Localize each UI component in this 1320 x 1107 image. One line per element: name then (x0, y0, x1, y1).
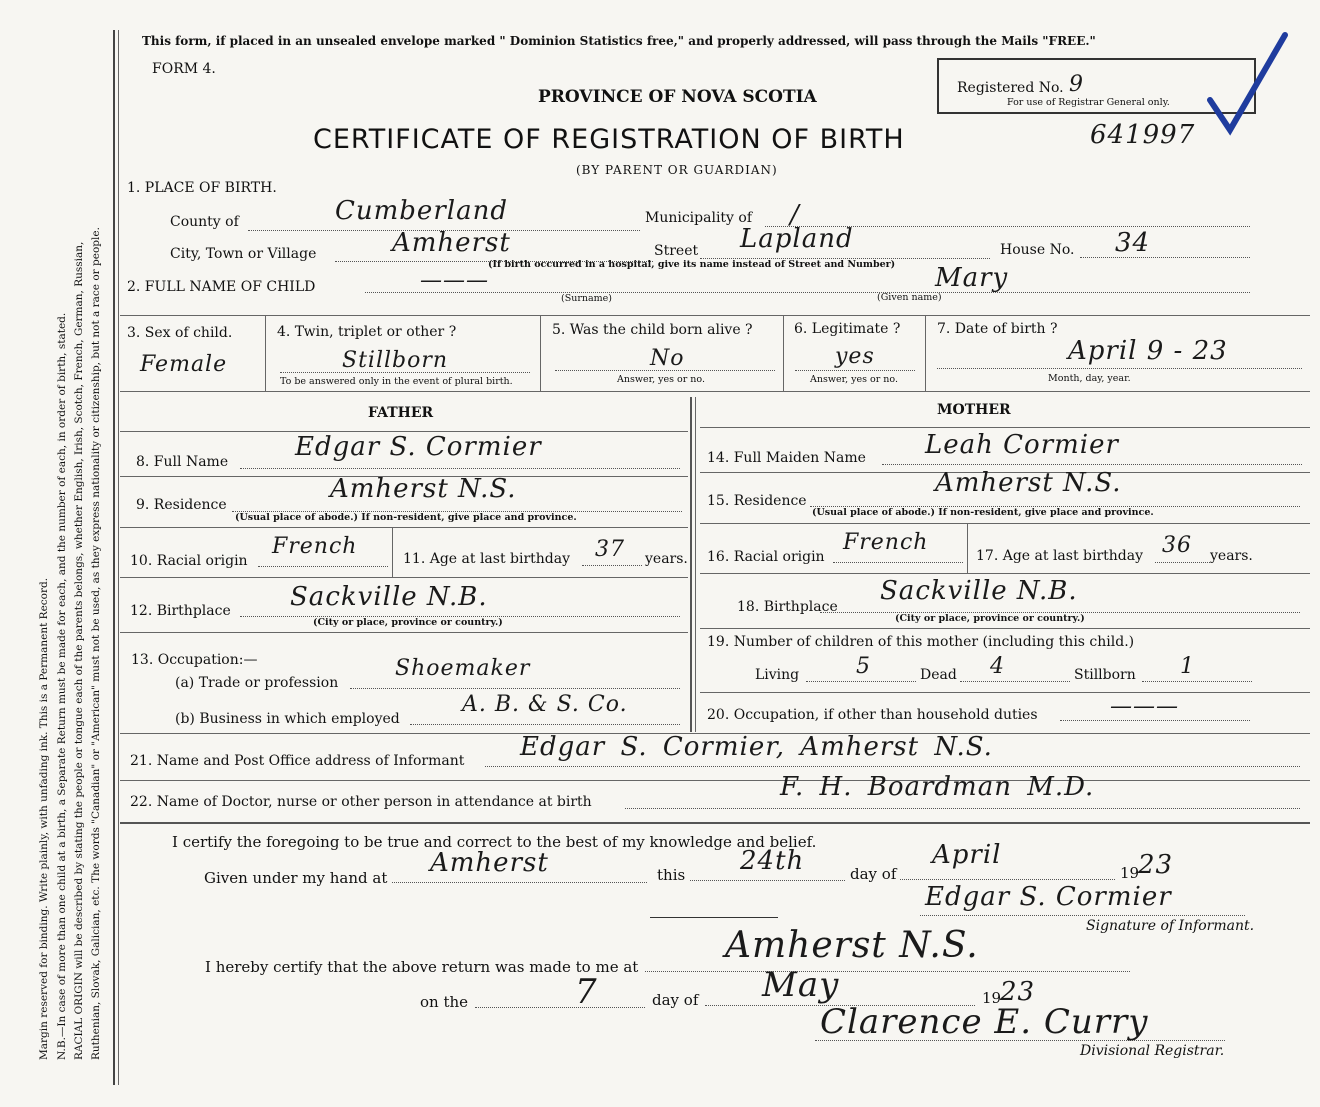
registrar-day-value: 7 (575, 972, 598, 1012)
twin-caption: To be answered only in the event of plural birth. (280, 376, 513, 387)
registrar-month-value: May (762, 965, 840, 1005)
doctor-label: 22. Name of Doctor, nurse or other person in attendance at birth (130, 794, 592, 810)
business-value: A. B. & S. Co. (462, 692, 628, 717)
checkmark-icon (1200, 30, 1290, 140)
living-label: Living (755, 667, 800, 683)
registrar-signature: Clarence E. Curry (820, 1002, 1149, 1042)
trade-value: Shoemaker (395, 656, 531, 681)
stillborn-value: 1 (1180, 654, 1195, 679)
father-name-label: 8. Full Name (136, 454, 229, 470)
mother-occupation-value: ——— (1110, 694, 1179, 719)
form-number: FORM 4. (152, 61, 216, 77)
mother-age-value: 36 (1162, 533, 1192, 558)
informant-label: 21. Name and Post Office address of Informant (130, 753, 465, 769)
father-racial-label: 10. Racial origin (130, 553, 248, 569)
street-value: Lapland (740, 224, 854, 254)
mother-birthplace-label: 18. Birthplace (737, 599, 838, 615)
trade-label: (a) Trade or profession (175, 675, 339, 691)
province-heading: PROVINCE OF NOVA SCOTIA (538, 87, 817, 107)
father-residence-caption: (Usual place of abode.) If non-resident, give place and province. (235, 512, 577, 523)
father-name-value: Edgar S. Cormier (295, 432, 542, 462)
alive-value: No (650, 346, 685, 371)
surname-caption: (Surname) (561, 293, 612, 304)
given-name-caption: (Given name) (877, 292, 942, 303)
dob-label: 7. Date of birth ? (937, 321, 1058, 337)
informant-signature: Edgar S. Cormier (925, 882, 1172, 912)
house-number-value: 34 (1115, 228, 1151, 258)
father-birthplace-caption: (City or place, province or country.) (313, 617, 503, 628)
doctor-value: F. H. Boardman M.D. (780, 772, 1095, 802)
father-age-label: 11. Age at last birthday (403, 551, 571, 567)
margin-note-4: Ruthenian, Slovak, Galician, etc. The words "Canadian" or "American" must not be used, as they express nationality or citizenship, but not a race or people. (90, 227, 102, 1060)
margin-note-3: RACIAL ORIGIN will be described by stating the people or tongue each of the parents belongs, whether English, Irish, Scotch, French, German, Russian, (73, 241, 85, 1060)
on-the-label: on the (420, 993, 469, 1011)
mother-years: years. (1210, 548, 1253, 564)
mother-name-label: 14. Full Maiden Name (707, 450, 866, 466)
mother-birthplace-caption: (City or place, province or country.) (895, 613, 1085, 624)
sex-value: Female (140, 352, 228, 377)
city-value: Amherst (392, 228, 511, 258)
twin-label: 4. Twin, triplet or other ? (277, 324, 457, 340)
business-label: (b) Business in which employed (175, 711, 400, 727)
father-residence-value: Amherst N.S. (330, 474, 517, 504)
this-label: this (657, 866, 686, 884)
legitimate-caption: Answer, yes or no. (810, 374, 899, 385)
children-count-label: 19. Number of children of this mother (including this child.) (707, 634, 1135, 650)
father-racial-value: French (272, 534, 358, 559)
mother-age-label: 17. Age at last birthday (976, 548, 1144, 564)
father-heading: FATHER (368, 405, 434, 421)
house-number-label: House No. (1000, 242, 1075, 258)
twin-value: Stillborn (342, 348, 449, 373)
municipality-label: Municipality of (645, 210, 753, 226)
child-surname: ——— (420, 268, 489, 293)
registrar-use-note: For use of Registrar General only. (1007, 97, 1170, 108)
mother-racial-value: French (843, 530, 929, 555)
dead-value: 4 (990, 654, 1005, 679)
legitimate-value: yes (835, 344, 875, 369)
father-age-value: 37 (595, 537, 625, 562)
certificate-number: 641997 (1090, 120, 1196, 150)
dead-label: Dead (920, 667, 957, 683)
given-label: Given under my hand at (204, 869, 388, 887)
margin-rule-inner (118, 30, 119, 1085)
margin-rule (113, 30, 115, 1085)
registered-label: Registered No. (957, 80, 1064, 96)
child-given-name: Mary (935, 263, 1009, 293)
hospital-note: (If birth occurred in a hospital, give its name instead of Street and Number) (488, 259, 896, 270)
given-day-value: 24th (740, 846, 805, 876)
reg-day-of-label: day of (652, 991, 699, 1009)
child-name-label: 2. FULL NAME OF CHILD (127, 279, 316, 295)
county-label: County of (170, 214, 239, 230)
father-years: years. (645, 551, 688, 567)
dob-caption: Month, day, year. (1048, 373, 1131, 384)
street-label: Street (654, 243, 699, 259)
binding-margin (0, 0, 120, 1107)
municipality-value: / (790, 200, 800, 230)
living-value: 5 (856, 654, 871, 679)
alive-label: 5. Was the child born alive ? (552, 322, 753, 338)
mother-name-value: Leah Cormier (925, 430, 1119, 460)
legitimate-label: 6. Legitimate ? (794, 321, 901, 337)
registrar-signature-caption: Divisional Registrar. (1080, 1043, 1225, 1059)
given-month-value: April (932, 840, 1002, 870)
mother-birthplace-value: Sackville N.B. (880, 576, 1078, 606)
mother-residence-caption: (Usual place of abode.) If non-resident, give place and province. (812, 507, 1154, 518)
informant-value: Edgar S. Cormier, Amherst N.S. (520, 732, 993, 762)
sex-label: 3. Sex of child. (127, 325, 233, 341)
informant-signature-caption: Signature of Informant. (1086, 918, 1255, 934)
father-birthplace-value: Sackville N.B. (290, 582, 488, 612)
place-of-birth-heading: 1. PLACE OF BIRTH. (127, 180, 277, 196)
city-label: City, Town or Village (170, 246, 317, 262)
registrar-place-value: Amherst N.S. (725, 925, 979, 966)
reg-year-value: 23 (1000, 977, 1036, 1007)
certify-statement: I certify the foregoing to be true and correct to the best of my knowledge and belief. (172, 833, 817, 851)
mother-residence-value: Amherst N.S. (935, 468, 1122, 498)
page-subtitle: (BY PARENT OR GUARDIAN) (576, 163, 778, 177)
father-residence-label: 9. Residence (136, 497, 227, 513)
given-year-value: 23 (1138, 850, 1174, 880)
mail-notice: This form, if placed in an unsealed envelope marked " Dominion Statistics free," and properly addressed, will pass through the Mails "FREE." (142, 34, 1096, 48)
mother-heading: MOTHER (937, 402, 1011, 418)
alive-caption: Answer, yes or no. (617, 374, 706, 385)
mother-residence-label: 15. Residence (707, 493, 807, 509)
father-birthplace-label: 12. Birthplace (130, 603, 231, 619)
day-of-label: day of (850, 865, 897, 883)
given-year-prefix: 19 (1120, 864, 1140, 882)
registrar-statement: I hereby certify that the above return was made to me at (205, 958, 639, 976)
reg-year-prefix: 19 (982, 989, 1002, 1007)
stillborn-label: Stillborn (1074, 667, 1136, 683)
mother-racial-label: 16. Racial origin (707, 549, 825, 565)
occupation-label: 13. Occupation:— (131, 652, 258, 668)
margin-note-2: N.B.—In case of more than one child at a birth, a Separate Return must be made for each, and the number of each, in order of birth, stated. (56, 312, 68, 1060)
margin-note-1: Margin reserved for binding. Write plainly, with unfading ink. This is a Permanent Record. (38, 577, 50, 1060)
registered-value: 9 (1069, 72, 1084, 97)
mother-occupation-label: 20. Occupation, if other than household duties (707, 707, 1038, 723)
page-title: CERTIFICATE OF REGISTRATION OF BIRTH (313, 124, 905, 155)
dob-value: April 9 - 23 (1068, 336, 1228, 366)
county-value: Cumberland (335, 196, 508, 226)
given-place-value: Amherst (430, 848, 549, 878)
